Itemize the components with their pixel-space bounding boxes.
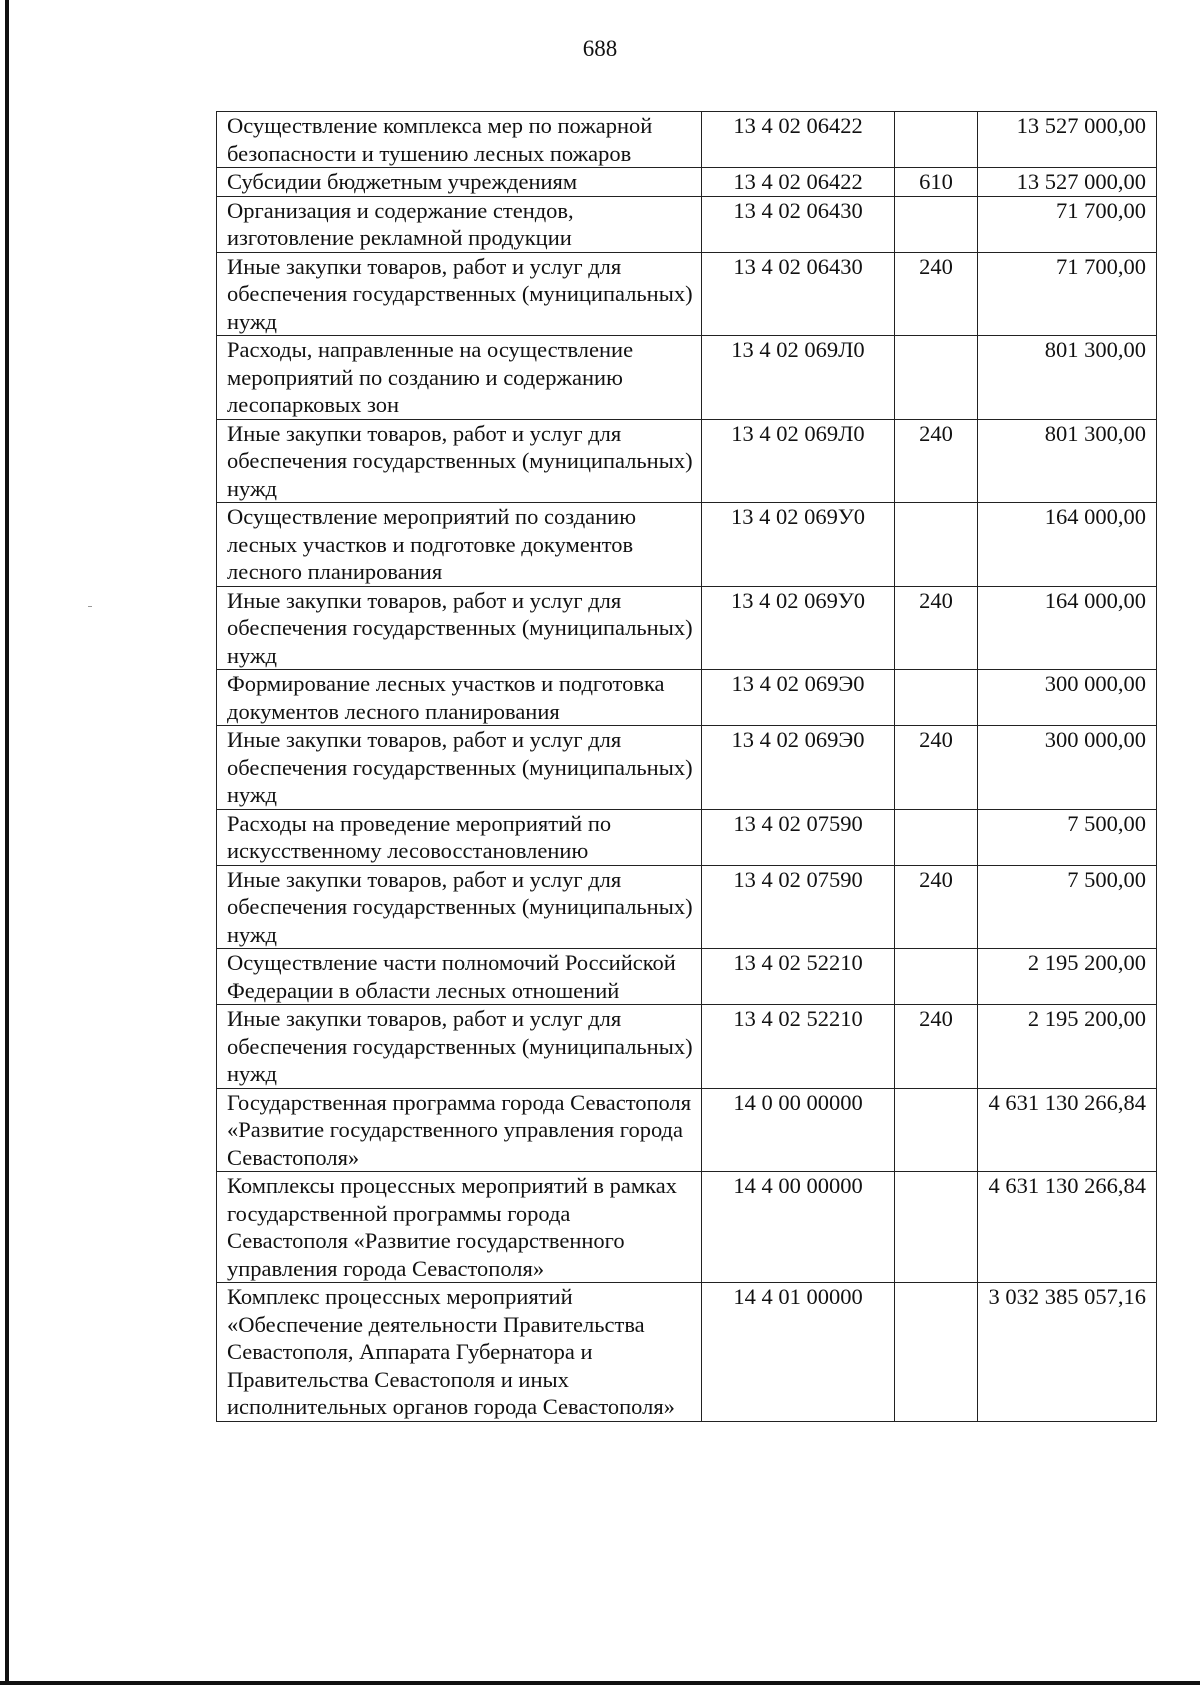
row-sum-cell: 7 500,00 (978, 809, 1157, 865)
table-row (217, 949, 1157, 1005)
row-name-cell: Иные закупки товаров, работ и услуг для обеспечения государственных (муниципальных) нужд (217, 865, 702, 949)
table-row (217, 419, 1157, 503)
table-row (217, 726, 1157, 810)
table-row (217, 1088, 1157, 1172)
row-sum-cell: 13 527 000,00 (978, 168, 1157, 197)
row-expense-type-cell (895, 336, 978, 420)
row-sum-cell: 2 195 200,00 (978, 949, 1157, 1005)
row-name-cell: Комплексы процессных мероприятий в рамках государственной программы города Севастополя «Развитие государственного управления города Севастополя» (217, 1172, 702, 1283)
table-row (217, 1283, 1157, 1422)
table-row (217, 112, 1157, 168)
row-code-cell: 14 0 00 00000 (702, 1088, 895, 1172)
row-expense-type-cell: 240 (895, 1005, 978, 1089)
row-name-cell: Иные закупки товаров, работ и услуг для обеспечения государственных (муниципальных) нужд (217, 726, 702, 810)
scan-border-left (5, 0, 9, 1685)
row-name-cell: Иные закупки товаров, работ и услуг для обеспечения государственных (муниципальных) нужд (217, 252, 702, 336)
row-name-cell: Государственная программа города Севастополя «Развитие государственного управления города Севастополя» (217, 1088, 702, 1172)
row-code-cell: 13 4 02 06422 (702, 112, 895, 168)
row-sum-cell: 3 032 385 057,16 (978, 1283, 1157, 1422)
row-name-cell: Субсидии бюджетным учреждениям (217, 168, 702, 197)
table-row (217, 1172, 1157, 1283)
row-sum-cell: 4 631 130 266,84 (978, 1172, 1157, 1283)
row-sum-cell: 801 300,00 (978, 336, 1157, 420)
row-code-cell: 13 4 02 06430 (702, 196, 895, 252)
row-sum-cell: 300 000,00 (978, 670, 1157, 726)
row-name-cell: Расходы, направленные на осуществление мероприятий по созданию и содержанию лесопарковых зон (217, 336, 702, 420)
scan-border-bottom (0, 1681, 1200, 1685)
row-expense-type-cell (895, 1172, 978, 1283)
row-code-cell: 14 4 00 00000 (702, 1172, 895, 1283)
table-row (217, 1005, 1157, 1089)
page-number: 688 (582, 36, 618, 61)
table-row (217, 336, 1157, 420)
row-code-cell: 13 4 02 069Э0 (702, 670, 895, 726)
row-expense-type-cell: 240 (895, 726, 978, 810)
row-expense-type-cell: 240 (895, 865, 978, 949)
table-row (217, 168, 1157, 197)
budget-table (216, 111, 1157, 1422)
row-name-cell: Расходы на проведение мероприятий по искусственному лесовосстановлению (217, 809, 702, 865)
row-sum-cell: 2 195 200,00 (978, 1005, 1157, 1089)
row-code-cell: 13 4 02 069Л0 (702, 336, 895, 420)
row-name-cell: Осуществление части полномочий Российской Федерации в области лесных отношений (217, 949, 702, 1005)
row-code-cell: 13 4 02 069Л0 (702, 419, 895, 503)
budget-table-body (217, 112, 1157, 1422)
row-expense-type-cell (895, 949, 978, 1005)
row-code-cell: 13 4 02 52210 (702, 949, 895, 1005)
row-name-cell: Организация и содержание стендов, изготовление рекламной продукции (217, 196, 702, 252)
row-expense-type-cell: 240 (895, 419, 978, 503)
table-row (217, 252, 1157, 336)
row-code-cell: 13 4 02 069У0 (702, 503, 895, 587)
row-expense-type-cell (895, 1283, 978, 1422)
row-name-cell: Иные закупки товаров, работ и услуг для обеспечения государственных (муниципальных) нужд (217, 419, 702, 503)
row-expense-type-cell (895, 670, 978, 726)
row-name-cell: Осуществление комплекса мер по пожарной безопасности и тушению лесных пожаров (217, 112, 702, 168)
table-row (217, 865, 1157, 949)
table-row (217, 586, 1157, 670)
row-code-cell: 13 4 02 52210 (702, 1005, 895, 1089)
row-name-cell: Иные закупки товаров, работ и услуг для обеспечения государственных (муниципальных) нужд (217, 586, 702, 670)
row-expense-type-cell: 610 (895, 168, 978, 197)
row-sum-cell: 71 700,00 (978, 196, 1157, 252)
row-expense-type-cell (895, 112, 978, 168)
row-sum-cell: 4 631 130 266,84 (978, 1088, 1157, 1172)
row-sum-cell: 164 000,00 (978, 586, 1157, 670)
row-code-cell: 13 4 02 07590 (702, 809, 895, 865)
row-sum-cell: 164 000,00 (978, 503, 1157, 587)
row-code-cell: 14 4 01 00000 (702, 1283, 895, 1422)
row-sum-cell: 13 527 000,00 (978, 112, 1157, 168)
row-name-cell: Осуществление мероприятий по созданию лесных участков и подготовке документов лесного планирования (217, 503, 702, 587)
table-row (217, 809, 1157, 865)
row-sum-cell: 801 300,00 (978, 419, 1157, 503)
row-name-cell: Формирование лесных участков и подготовка документов лесного планирования (217, 670, 702, 726)
row-expense-type-cell: 240 (895, 252, 978, 336)
row-expense-type-cell (895, 809, 978, 865)
table-row (217, 670, 1157, 726)
row-expense-type-cell (895, 503, 978, 587)
row-sum-cell: 71 700,00 (978, 252, 1157, 336)
row-sum-cell: 7 500,00 (978, 865, 1157, 949)
row-code-cell: 13 4 02 069У0 (702, 586, 895, 670)
row-expense-type-cell (895, 196, 978, 252)
row-name-cell: Комплекс процессных мероприятий «Обеспечение деятельности Правительства Севастополя, Аппарата Губернатора и Правительства Севастополя и иных исполнительных органов города Севастополя» (217, 1283, 702, 1422)
row-code-cell: 13 4 02 069Э0 (702, 726, 895, 810)
row-sum-cell: 300 000,00 (978, 726, 1157, 810)
row-name-cell: Иные закупки товаров, работ и услуг для обеспечения государственных (муниципальных) нужд (217, 1005, 702, 1089)
row-code-cell: 13 4 02 07590 (702, 865, 895, 949)
table-row (217, 503, 1157, 587)
row-expense-type-cell (895, 1088, 978, 1172)
row-expense-type-cell: 240 (895, 586, 978, 670)
scan-speck (88, 606, 92, 607)
row-code-cell: 13 4 02 06422 (702, 168, 895, 197)
row-code-cell: 13 4 02 06430 (702, 252, 895, 336)
table-row (217, 196, 1157, 252)
